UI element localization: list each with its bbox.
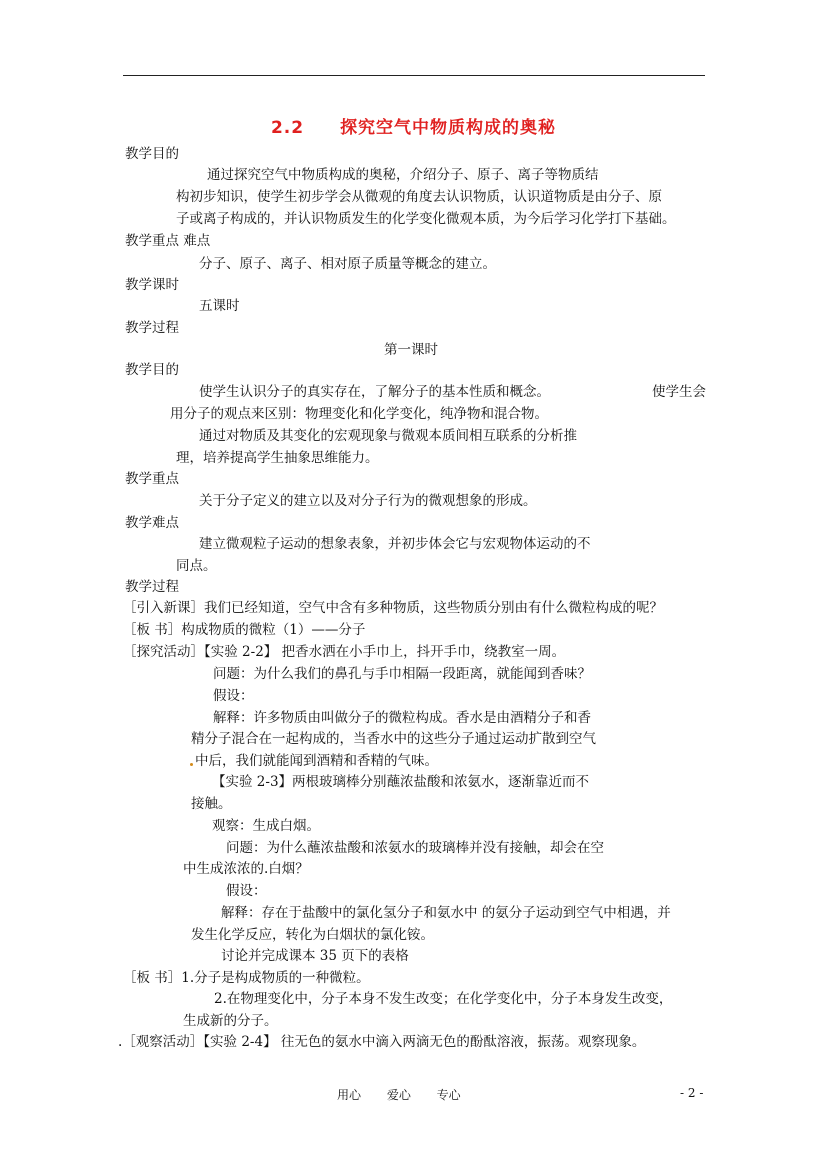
text-line: 问题：为什么蘸浓盐酸和浓氨水的玻璃棒并没有接触，却会在空 — [226, 840, 604, 856]
text-line: 使学生认识分子的真实存在，了解分子的基本性质和概念。 — [199, 384, 550, 400]
text-line: 精分子混合在一起构成的，当香水中的这些分子通过运动扩散到空气 — [191, 731, 596, 747]
text-line: 发生化学反应，转化为白烟状的氯化铵。 — [191, 927, 434, 943]
text-line: 用分子的观点来区别：物理变化和化学变化，纯净物和混合物。 — [170, 406, 548, 422]
text-line: 教学难点 — [125, 515, 179, 531]
text-line: 第一课时 — [384, 342, 438, 358]
text-line: 教学过程 — [125, 320, 179, 336]
text-line: ［探究活动］【实验 2-2】 把香水洒在小手巾上，抖开手巾，绕教室一周。 — [123, 644, 566, 660]
text-line: 子或离子构成的，并认识物质发生的化学变化微观本质，为今后学习化学打下基础。 — [176, 211, 676, 227]
text-line: 教学重点 难点 — [125, 233, 211, 249]
text-line: 建立微观粒子运动的想象表象，并初步体会它与宏观物体运动的不 — [199, 536, 591, 552]
text-line: 理，培养提高学生抽象思维能力。 — [176, 450, 379, 466]
text-line: 教学目的 — [125, 146, 179, 162]
text-line: 接触。 — [191, 796, 232, 812]
text-line: ［板 书］构成物质的微粒（1）——分子 — [123, 622, 366, 638]
text-line: ［引入新课］我们已经知道，空气中含有多种物质，这些物质分别由有什么微粒构成的呢？ — [123, 600, 663, 616]
text-line: 生成新的分子。 — [183, 1013, 278, 1029]
page-title — [0, 113, 827, 138]
text-line: 观察：生成白烟。 — [212, 818, 320, 834]
text-line: ［板 书］1.分子是构成物质的一种微粒。 — [123, 970, 370, 986]
text-line: 问题：为什么我们的鼻孔与手巾相隔一段距离，就能闻到香味？ — [213, 666, 591, 682]
text-line: 教学课时 — [125, 277, 179, 293]
text-line: 2.在物理变化中，分子本身不发生改变；在化学变化中，分子本身发生改变， — [214, 991, 673, 1007]
text-line: 教学重点 — [125, 471, 179, 487]
section-number: 2.2 — [270, 118, 305, 138]
text-line: 关于分子定义的建立以及对分子行为的微观想象的形成。 — [199, 493, 537, 509]
text-line: 假设： — [213, 688, 254, 704]
text-line: 【实验 2-3】两根玻璃棒分别蘸浓盐酸和浓氨水，逐渐靠近而不 — [212, 774, 590, 790]
text-line: 通过探究空气中物质构成的奥秘，介绍分子、原子、离子等物质结 — [207, 167, 599, 183]
text-line: 使学生会 — [652, 384, 706, 400]
text-line: 解释：存在于盐酸中的氯化氢分子和氨水中 的氨分子运动到空气中相遇，并 — [221, 905, 671, 921]
text-line: 五课时 — [199, 298, 240, 314]
text-line: 构初步知识，使学生初步学会从微观的角度去认识物质，认识道物质是由分子、原 — [176, 189, 662, 205]
text-line: 中生成浓浓的.白烟？ — [183, 861, 309, 877]
text-line: 分子、原子、离子、相对原子质量等概念的建立。 — [199, 256, 496, 272]
section-title: 探究空气中物质构成的奥秘 — [340, 118, 557, 138]
text-line: 通过对物质及其变化的宏观现象与微观本质间相互联系的分析推 — [199, 428, 577, 444]
text-line: 教学过程 — [125, 579, 179, 595]
header-rule — [123, 75, 705, 76]
text-line: 讨论并完成课本 35 页下的表格 — [221, 948, 409, 964]
text-line: .［观察活动］【实验 2-4】 往无色的氨水中滴入两滴无色的酚酞溶液，振荡。观察现象。 — [118, 1034, 646, 1050]
text-line: 教学目的 — [125, 362, 179, 378]
footer-motto: 用心 爱心 专心 — [337, 1088, 461, 1102]
text-line: 解释：许多物质由叫做分子的微粒构成。香水是由酒精分子和香 — [213, 710, 591, 726]
text-line: 假设： — [226, 883, 267, 899]
text-line: 同点。 — [176, 558, 217, 574]
margin-dot — [190, 763, 193, 766]
page-number: - 2 - — [680, 1086, 704, 1100]
text-line: 中后，我们就能闻到酒精和香精的气味。 — [195, 753, 438, 769]
